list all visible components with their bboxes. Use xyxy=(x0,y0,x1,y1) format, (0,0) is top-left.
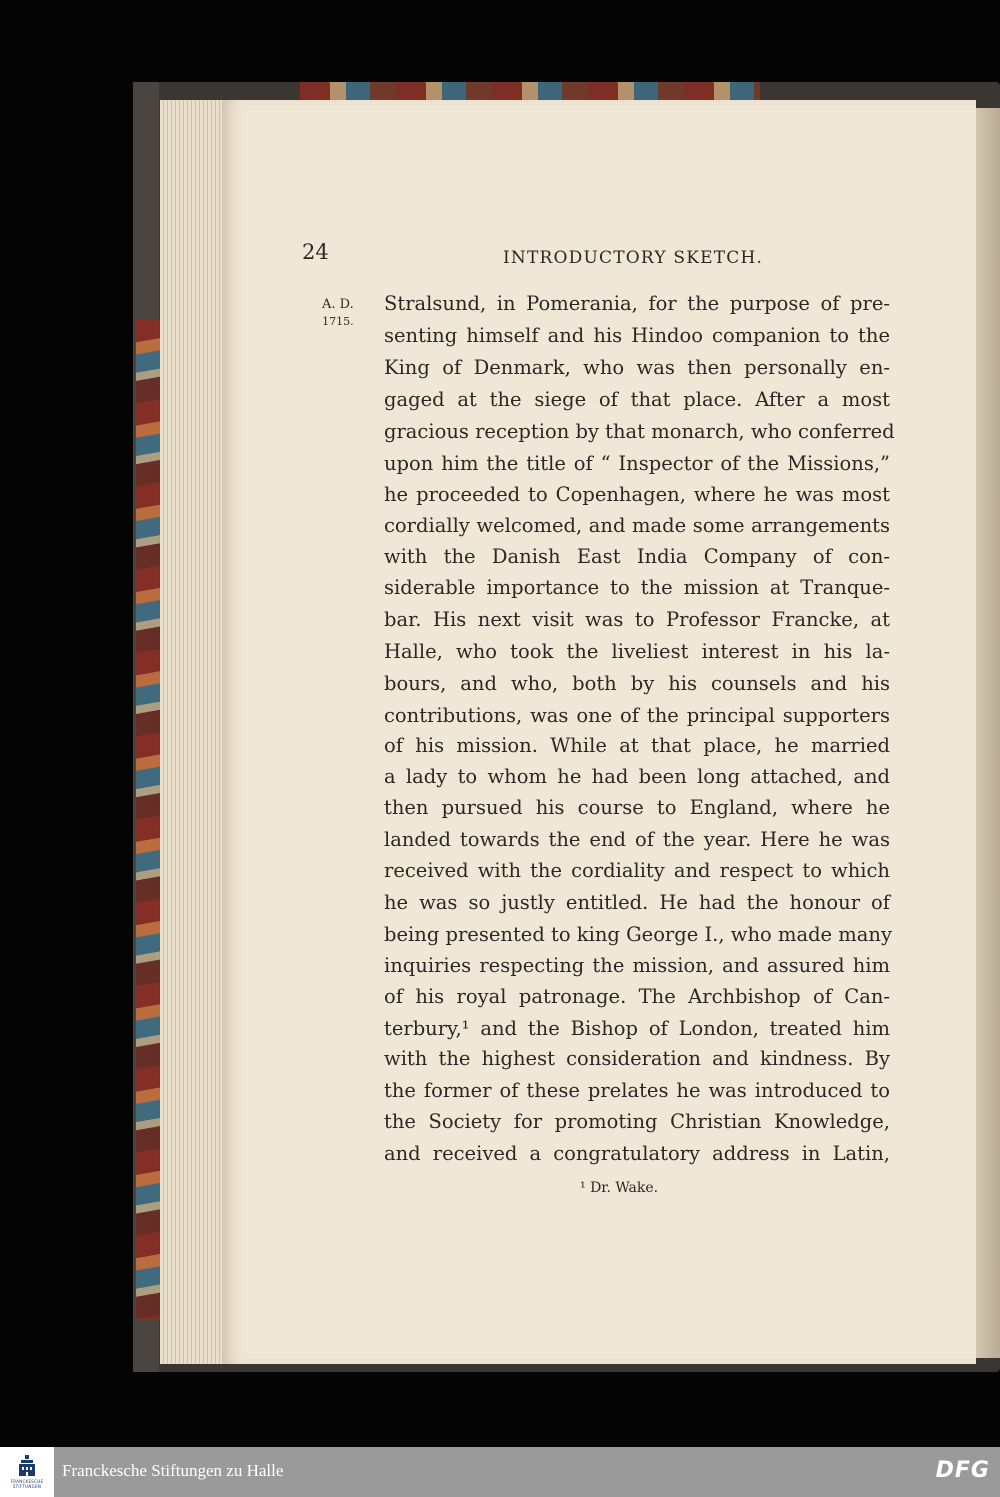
marbled-edge-top xyxy=(300,82,760,100)
institution-name[interactable]: Franckesche Stiftungen zu Halle xyxy=(62,1461,284,1480)
institution-logo[interactable] xyxy=(0,1447,54,1497)
footnote: ¹ Dr. Wake. xyxy=(580,1180,659,1196)
text-line: Halle, who took the liveliest interest in his la- xyxy=(384,640,890,663)
text-line: inquiries respecting the mission, and assured him xyxy=(384,954,890,977)
text-line: and received a congratulatory address in Latin, xyxy=(384,1142,890,1165)
text-line: senting himself and his Hindoo companion to the xyxy=(384,324,890,347)
text-line: he was so justly entitled. He had the honour of xyxy=(384,891,890,914)
page-number: 24 xyxy=(302,240,329,264)
text-line: contributions, was one of the principal supporters xyxy=(384,704,890,727)
text-line: a lady to whom he had been long attached, and xyxy=(384,765,890,788)
margin-note xyxy=(322,296,354,330)
text-line: landed towards the end of the year. Here he was xyxy=(384,828,890,851)
text-line: bar. His next visit was to Professor Francke, at xyxy=(384,608,890,631)
text-line: he proceeded to Copenhagen, where he was most xyxy=(384,483,890,506)
text-line: received with the cordiality and respect to which xyxy=(384,859,890,882)
text-line: gaged at the siege of that place. After a most xyxy=(384,388,890,411)
page-block-edges xyxy=(160,100,230,1364)
page-right-edge xyxy=(972,108,1000,1358)
text-line: cordially welcomed, and made some arrangements xyxy=(384,514,890,537)
text-line: Stralsund, in Pomerania, for the purpose of pre- xyxy=(384,292,890,315)
text-line: of his royal patronage. The Archbishop of Can- xyxy=(384,985,890,1008)
text-line: the former of these prelates he was introduced to xyxy=(384,1079,890,1102)
text-line: of his mission. While at that place, he married xyxy=(384,734,890,757)
margin-note-era: A. D. xyxy=(322,297,354,312)
margin-note-year: 1715. xyxy=(322,315,354,328)
text-line: gracious reception by that monarch, who conferred xyxy=(384,420,895,443)
text-line: King of Denmark, who was then personally en- xyxy=(384,356,890,379)
viewer-footer-bar xyxy=(0,1447,1000,1497)
text-line: then pursued his course to England, where he xyxy=(384,796,890,819)
text-line: upon him the title of “ Inspector of the Missions,” xyxy=(384,452,890,475)
text-line: bours, and who, both by his counsels and his xyxy=(384,672,890,695)
dfg-logo[interactable]: DFG xyxy=(935,1458,990,1483)
text-line: terbury,¹ and the Bishop of London, treated him xyxy=(384,1017,890,1040)
orphanage-building-icon xyxy=(17,1453,37,1479)
text-line: with the highest consideration and kindness. By xyxy=(384,1047,890,1070)
text-line: the Society for promoting Christian Knowledge, xyxy=(384,1110,890,1133)
text-line: siderable importance to the mission at Tranque- xyxy=(384,576,890,599)
text-line: being presented to king George I., who made many xyxy=(384,923,892,946)
text-line: with the Danish East India Company of con- xyxy=(384,545,890,568)
book-page xyxy=(222,100,976,1364)
running-head: INTRODUCTORY SKETCH. xyxy=(503,248,764,268)
logo-caption: FRANCKESCHE STIFTUNGEN xyxy=(10,1479,44,1489)
